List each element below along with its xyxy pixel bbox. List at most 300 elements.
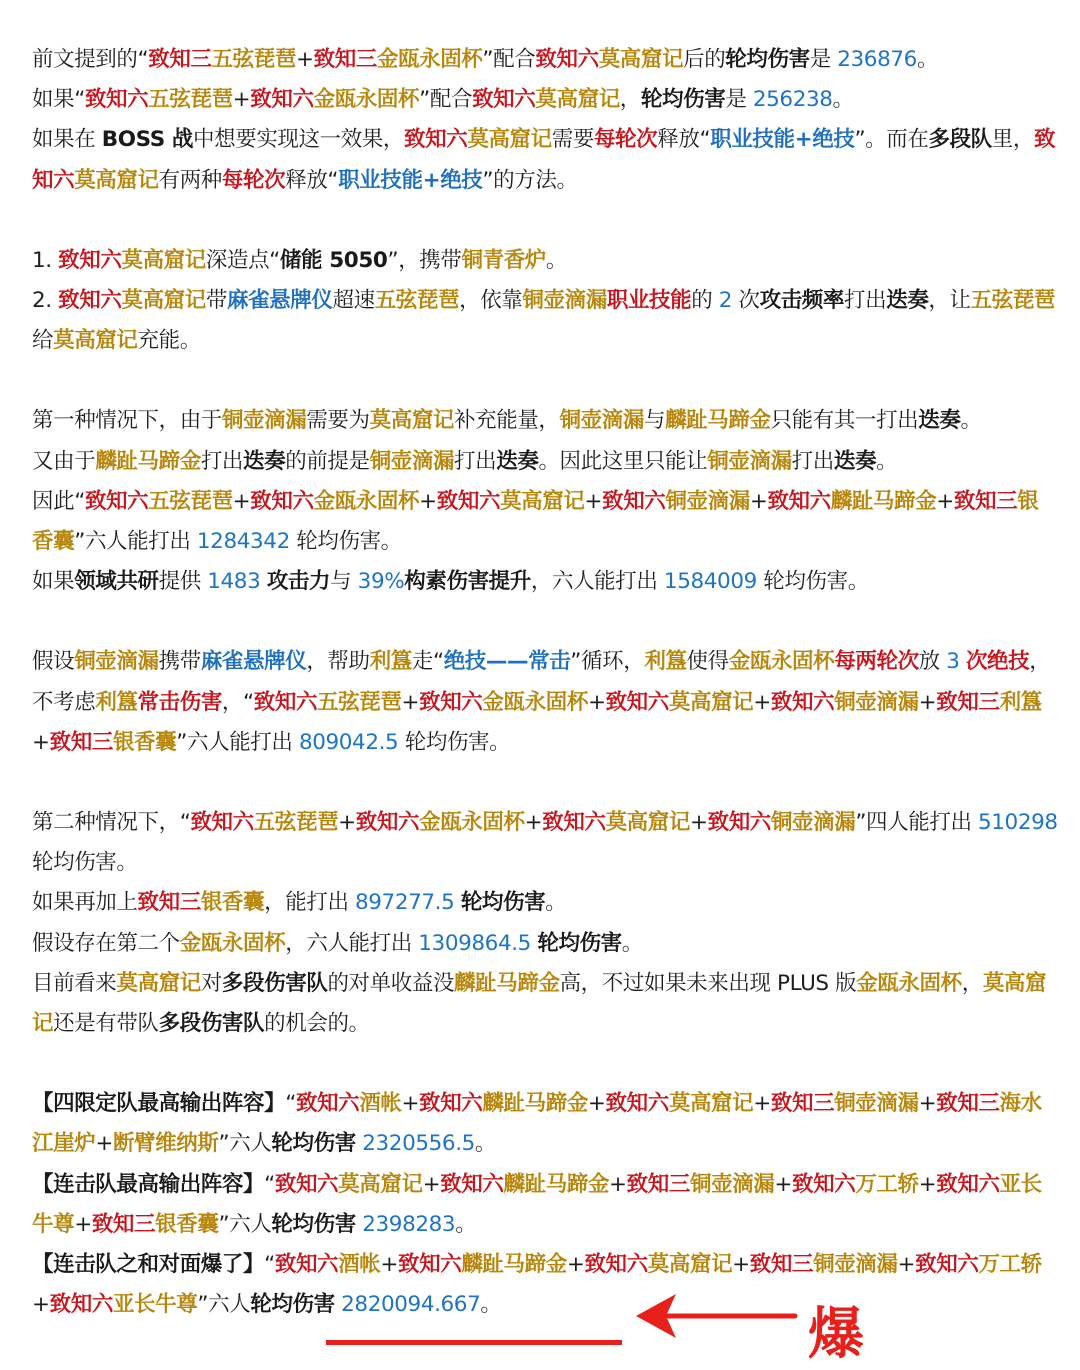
text: 补充能量， [454,408,560,434]
text: 。 [832,87,854,113]
term-level: 致知三 [313,47,377,72]
text: ，依靠 [459,288,523,314]
term-item: 莫高窟记 [116,970,201,996]
text: 对 [200,970,222,996]
text: ”六人能打出 [176,729,299,755]
section-assumption [32,642,1058,763]
text: 。 [480,1292,502,1318]
term-level: 每轮次 [221,167,286,193]
section-lineups [32,1084,1058,1325]
text: 与 [643,408,666,434]
text: 。 [474,1131,497,1157]
term-item: 金瓯永固杯 [179,930,286,956]
text: 轮均伤害。 [289,529,402,555]
term-item: 亚长牛尊 [32,1171,1042,1237]
term-level: 致知三 [91,1211,156,1237]
term-level: 致知六 [58,288,122,314]
term-level: 职业技能 [606,288,692,314]
section-case-two [32,803,1058,1044]
text: “ [264,1171,275,1197]
term-item: 麟趾马蹄金 [454,970,560,996]
paragraph-line [32,562,1058,602]
term-item: 莫高窟记 [598,47,684,72]
term-item: 莫高窟记 [647,1252,733,1278]
text: 目前看来 [32,970,117,996]
term-level: 致知三 [770,1091,835,1117]
text: + [95,1131,113,1157]
term-item: 五弦琵琶 [211,47,296,72]
number-value: 2820094.667 [341,1292,481,1318]
bold-text: 多段伤害队 [221,970,328,996]
term-item: 铜壶滴漏 [369,448,455,474]
term-level: 致知六 [274,1252,339,1278]
term-item: 金瓯永固杯 [313,87,420,113]
text: 打出 [791,448,834,474]
term-level: 常击伤害 [137,689,222,715]
term-item: 莫高窟记 [121,288,206,314]
text: 释放“ [285,167,339,193]
text: 轮均伤害。 [756,569,869,595]
term-item: 莫高窟记 [467,127,552,153]
text: 。 [960,408,982,434]
text: 2. [32,288,59,314]
text: + [32,1292,50,1318]
text: + [689,810,708,836]
term-skill: 麻雀悬牌仪 [200,649,307,675]
term-level: 致知六 [32,127,1056,193]
term-item: 银香囊 [32,488,1039,555]
bold-text: 攻击频率 [759,288,845,314]
paragraph-gap [32,361,1058,401]
text: 与 [330,569,358,595]
term-level: 致知六 [535,47,599,72]
term-level: 致知三 [626,1171,690,1197]
text: ，帮助 [306,649,370,675]
text: ”六人 [218,1131,272,1157]
bold-text: 攻击力 [266,569,331,595]
term-item: 利簋 [644,649,687,675]
term-level: 次绝技 [965,649,1030,675]
paragraph-line [32,924,1058,964]
term-skill: 绝技——常击 [443,649,571,675]
term-item: 金瓯永固杯 [376,47,483,72]
number-value: 1309864.5 [418,930,531,956]
text: 携带 [158,649,201,675]
bold-text: 轮均伤害 [640,87,726,113]
bold-text: 轮均伤害 [271,1211,356,1237]
term-item: 金瓯永固杯 [482,689,588,715]
text: 超速 [332,288,375,314]
term-level: 致知六 [419,689,483,715]
text: 只能有其一打出 [770,408,919,434]
text: 轮均伤害。 [398,729,511,755]
text: + [401,1091,420,1117]
term-level: 致知六 [355,810,420,836]
term-item: 莫高窟记 [53,328,138,354]
text: ，不考虑 [32,649,1051,715]
paragraph-line [32,80,1058,120]
number-value: 1284342 [196,529,290,555]
text: + [753,1091,771,1117]
text: 如果再加上 [32,890,138,916]
bold-text: 迭奏 [496,448,539,474]
term-level: 致知三 [749,1252,814,1278]
term-item: 酒帐 [338,1252,381,1278]
paragraph-line [32,1084,1058,1164]
text: + [584,488,603,514]
paragraph-line [32,642,1058,763]
term-level: 致知六 [190,810,254,836]
term-item: 金瓯永固杯 [313,488,420,514]
number-value: 236876 [837,47,917,72]
term-skill: 职业技能+绝技 [710,127,855,153]
number-value: 3 [946,649,960,675]
term-item: 铜壶滴漏 [834,1091,919,1117]
article-body [32,40,1058,1325]
term-item: 莫高窟记 [535,87,620,113]
text: 。 [621,930,643,956]
term-level: 致知六 [253,689,318,715]
term-level: 致知六 [770,689,835,715]
text: ”六人 [197,1292,251,1318]
text: 提供 [158,569,208,595]
bold-text: 轮均伤害 [537,930,622,956]
term-item: 莫高窟记 [74,167,159,193]
term-item: 莫高窟记 [668,1091,754,1117]
term-item: 万工轿 [855,1171,919,1197]
bold-text: 迭奏 [243,448,286,474]
text: 的对单收益没 [327,970,455,996]
term-level: 致知六 [250,87,314,113]
text: + [74,1211,92,1237]
text: + [918,1171,937,1197]
term-level: 致知六 [404,127,468,153]
text: 需要 [551,127,594,153]
text: “ [285,1091,296,1117]
term-item: 铜壶滴漏 [74,649,159,675]
term-level: 致知六 [936,1171,1000,1197]
paragraph-line [32,40,1058,80]
text: 还是有带队 [53,1011,159,1037]
number-value: 2 [718,288,733,314]
term-level: 每两轮次 [834,649,919,675]
term-level: 致知六 [602,488,666,514]
text: 因此“ [32,488,85,514]
term-level: 致知三 [148,47,212,72]
text: + [897,1252,916,1278]
text: ，六人能打出 [285,930,419,956]
text: 的机会的。 [264,1011,370,1037]
term-item: 酒帐 [359,1091,402,1117]
paragraph-line [32,482,1058,562]
term-item: 铜壶滴漏 [770,810,856,836]
bold-text: BOSS 战 [101,127,194,153]
paragraph-gap [32,1044,1058,1084]
term-item: 莫高窟记 [500,488,585,514]
term-level: 致知六 [542,810,606,836]
term-item: 金瓯永固杯 [856,970,962,996]
bold-text: 轮均伤害 [460,890,546,916]
number-value: 510298 [978,810,1058,836]
text: ”配合 [482,47,536,72]
text: 打出 [454,448,497,474]
term-level: 致知六 [419,1091,483,1117]
text: + [732,1252,750,1278]
text: + [295,47,314,72]
term-level: 致知六 [767,488,831,514]
text: 的 [691,288,719,314]
term-level: 致知六 [58,247,122,273]
bold-text: 构素伤害提升 [404,569,531,595]
paragraph-gap [32,602,1058,642]
text: 如果“ [32,87,85,113]
text: ”六人 [218,1211,272,1237]
term-item: 铜青香炉 [461,247,546,273]
text: + [753,689,771,715]
term-item: 铜壶滴漏 [834,689,919,715]
text: ”循环， [570,649,645,675]
term-item: 利簋 [999,689,1042,715]
term-level: 致知三 [49,729,113,755]
term-item: 金瓯永固杯 [728,649,835,675]
explosion-label: 爆 [808,1302,864,1367]
number-value: 256238 [752,87,833,113]
text: 使得 [686,649,729,675]
term-item: 银香囊 [200,890,265,916]
text: 中想要实现这一效果， [193,127,405,153]
bold-text: 迭奏 [918,408,961,434]
text: 又由于 [32,448,96,474]
text: ”，携带 [387,247,462,273]
term-item: 莫高窟记 [605,810,690,836]
paragraph-gap [32,201,1058,241]
paragraph-line [32,401,1058,441]
section-methods [32,241,1058,362]
term-level: 致知六 [605,1091,669,1117]
text: ，能打出 [264,890,355,916]
paragraph-line [32,883,1058,923]
text: ，“ [221,689,254,715]
term-item: 麟趾马蹄金 [95,448,201,474]
term-item: 莫高窟记 [338,1171,423,1197]
text: ”。而在 [854,127,929,153]
term-level: 致知六 [398,1252,462,1278]
term-item: 五弦琵琶 [253,810,339,836]
text: ”四人能打出 [855,810,978,836]
number-value: 897277.5 [354,890,455,916]
text: 1. [32,247,59,273]
term-item: 铜壶滴漏 [559,408,644,434]
text: + [918,1091,937,1117]
text: 。 [455,1211,477,1237]
text: + [587,689,606,715]
bold-text: 【四限定队最高输出阵容】 [32,1091,286,1117]
paragraph-line [32,1165,1058,1245]
number-value: 2320556.5 [362,1131,475,1157]
text: + [419,488,437,514]
term-item: 银香囊 [112,729,177,755]
term-level: 致知六 [84,488,149,514]
text: 给 [32,328,54,354]
term-level: 致知六 [84,87,149,113]
bold-text: 轮均伤害 [725,47,810,72]
text: + [401,689,420,715]
section-case-one [32,401,1058,602]
term-item: 麟趾马蹄金 [665,408,771,434]
text: 走“ [411,649,444,675]
term-level: 致知六 [250,488,314,514]
term-item: 万工轿 [978,1252,1042,1278]
term-item: 铜壶滴漏 [689,1171,775,1197]
term-level: 致知六 [49,1292,113,1318]
text: + [232,87,251,113]
term-skill: 麻雀悬牌仪 [226,288,333,314]
term-item: 莫高窟记 [668,689,754,715]
term-level: 致知三 [953,488,1018,514]
term-item: 亚长牛尊 [112,1292,198,1318]
term-item: 铜壶滴漏 [707,448,792,474]
text: 假设存在第二个 [32,930,180,956]
term-item: 五弦琵琶 [374,288,460,314]
bold-text: 【连击队之和对面爆了】 [32,1252,265,1278]
term-item: 五弦琵琶 [317,689,402,715]
term-item: 五弦琵琶 [148,488,233,514]
paragraph-line [32,241,1058,281]
text: 如果 [32,569,75,595]
paragraph-line [32,803,1058,883]
bold-text: 【连击队最高输出阵容】 [32,1171,265,1197]
text: 带 [205,288,227,314]
text: ”配合 [419,87,473,113]
text: 。 [545,247,568,273]
text: + [232,488,251,514]
term-item: 麟趾马蹄金 [482,1091,588,1117]
term-item: 海水江崖炉 [32,1091,1042,1157]
text: + [524,810,543,836]
bold-text: 迭奏 [833,448,877,474]
text: 释放“ [657,127,711,153]
bold-text: 轮均伤害 [250,1292,335,1318]
red-underline [326,1340,622,1345]
term-level: 致知六 [472,87,536,113]
text: 高，不过如果未来出现 PLUS 版 [559,970,857,996]
term-level: 致知三 [936,689,1000,715]
text: ，六人能打出 [530,569,664,595]
term-level: 致知六 [605,689,669,715]
paragraph-line [32,120,1058,200]
text: + [918,689,937,715]
section-intro [32,40,1058,201]
number-value: 1483 [207,569,261,595]
term-level: 致知六 [792,1171,856,1197]
text: ”六人能打出 [74,529,197,555]
term-item: 铜壶滴漏 [665,488,750,514]
term-item: 莫高窟记 [369,408,455,434]
text: + [774,1171,792,1197]
text: 。 [876,448,898,474]
text: 充能。 [137,328,201,354]
paragraph-line [32,281,1058,361]
text: ， [619,87,641,113]
term-level: 致知六 [915,1252,979,1278]
paragraph-line [32,1245,1058,1325]
text: 的前提是 [285,448,370,474]
text: 第一种情况下，由于 [32,408,222,434]
bold-text: 多段队 [928,127,992,153]
term-item: 莫高窟记 [121,247,206,273]
term-item: 麟趾马蹄金 [830,488,937,514]
term-skill: 职业技能+绝技 [338,167,483,193]
number-value: 1584009 [663,569,757,595]
number-value: 809042.5 [298,729,399,755]
text: + [566,1252,585,1278]
number-value: 2398283 [362,1211,456,1237]
text: + [422,1171,441,1197]
term-item: 铜壶滴漏 [522,288,607,314]
text: 后的 [683,47,726,72]
term-item: 莫高窟记 [32,970,1047,1037]
paragraph-gap [32,763,1058,803]
paragraph-line [32,442,1058,482]
text: 是 [725,87,753,113]
text: + [609,1171,627,1197]
term-item: 铜壶滴漏 [813,1252,898,1278]
term-level: 致知三 [936,1091,1000,1117]
term-item: 金瓯永固杯 [419,810,525,836]
text: 放 [918,649,947,675]
term-level: 致知六 [440,1171,504,1197]
term-level: 致知六 [274,1171,339,1197]
text: 第二种情况下，“ [32,810,191,836]
text: ， [961,970,983,996]
term-item: 利簋 [95,689,138,715]
text: ”的方法。 [482,167,578,193]
text: 是 [809,47,838,72]
text: 前文提到的“ [32,47,149,72]
term-item: 断臂维纳斯 [112,1131,219,1157]
term-item: 利簋 [369,649,412,675]
term-item: 麟趾马蹄金 [461,1252,567,1278]
term-level: 致知六 [295,1091,360,1117]
term-level: 致知六 [584,1252,648,1278]
term-item: 麟趾马蹄金 [503,1171,610,1197]
text: + [380,1252,398,1278]
text: 里， [991,127,1034,153]
text: 打出 [844,288,887,314]
text: 深造点“ [205,247,280,273]
text: 需要为 [306,408,370,434]
text: 如果在 [32,127,102,153]
bold-text: 多段伤害队 [158,1011,265,1037]
text: 有两种 [158,167,222,193]
text: + [32,729,50,755]
bold-text: 轮均伤害 [271,1131,356,1157]
text: 轮均伤害。 [32,850,138,876]
term-item: 五弦琵琶 [970,288,1056,314]
bold-text: 储能 5050 [279,247,388,273]
paragraph-line [32,964,1058,1044]
term-item: 银香囊 [155,1211,219,1237]
text: 假设 [32,649,75,675]
text: + [338,810,356,836]
term-item: 铜壶滴漏 [221,408,307,434]
term-level: 致知六 [707,810,771,836]
term-level: 每轮次 [593,127,658,153]
text: 打出 [200,448,244,474]
text: 次 [732,288,760,314]
text: 。因此这里只能让 [538,448,708,474]
bold-text: 领域共研 [74,569,159,595]
